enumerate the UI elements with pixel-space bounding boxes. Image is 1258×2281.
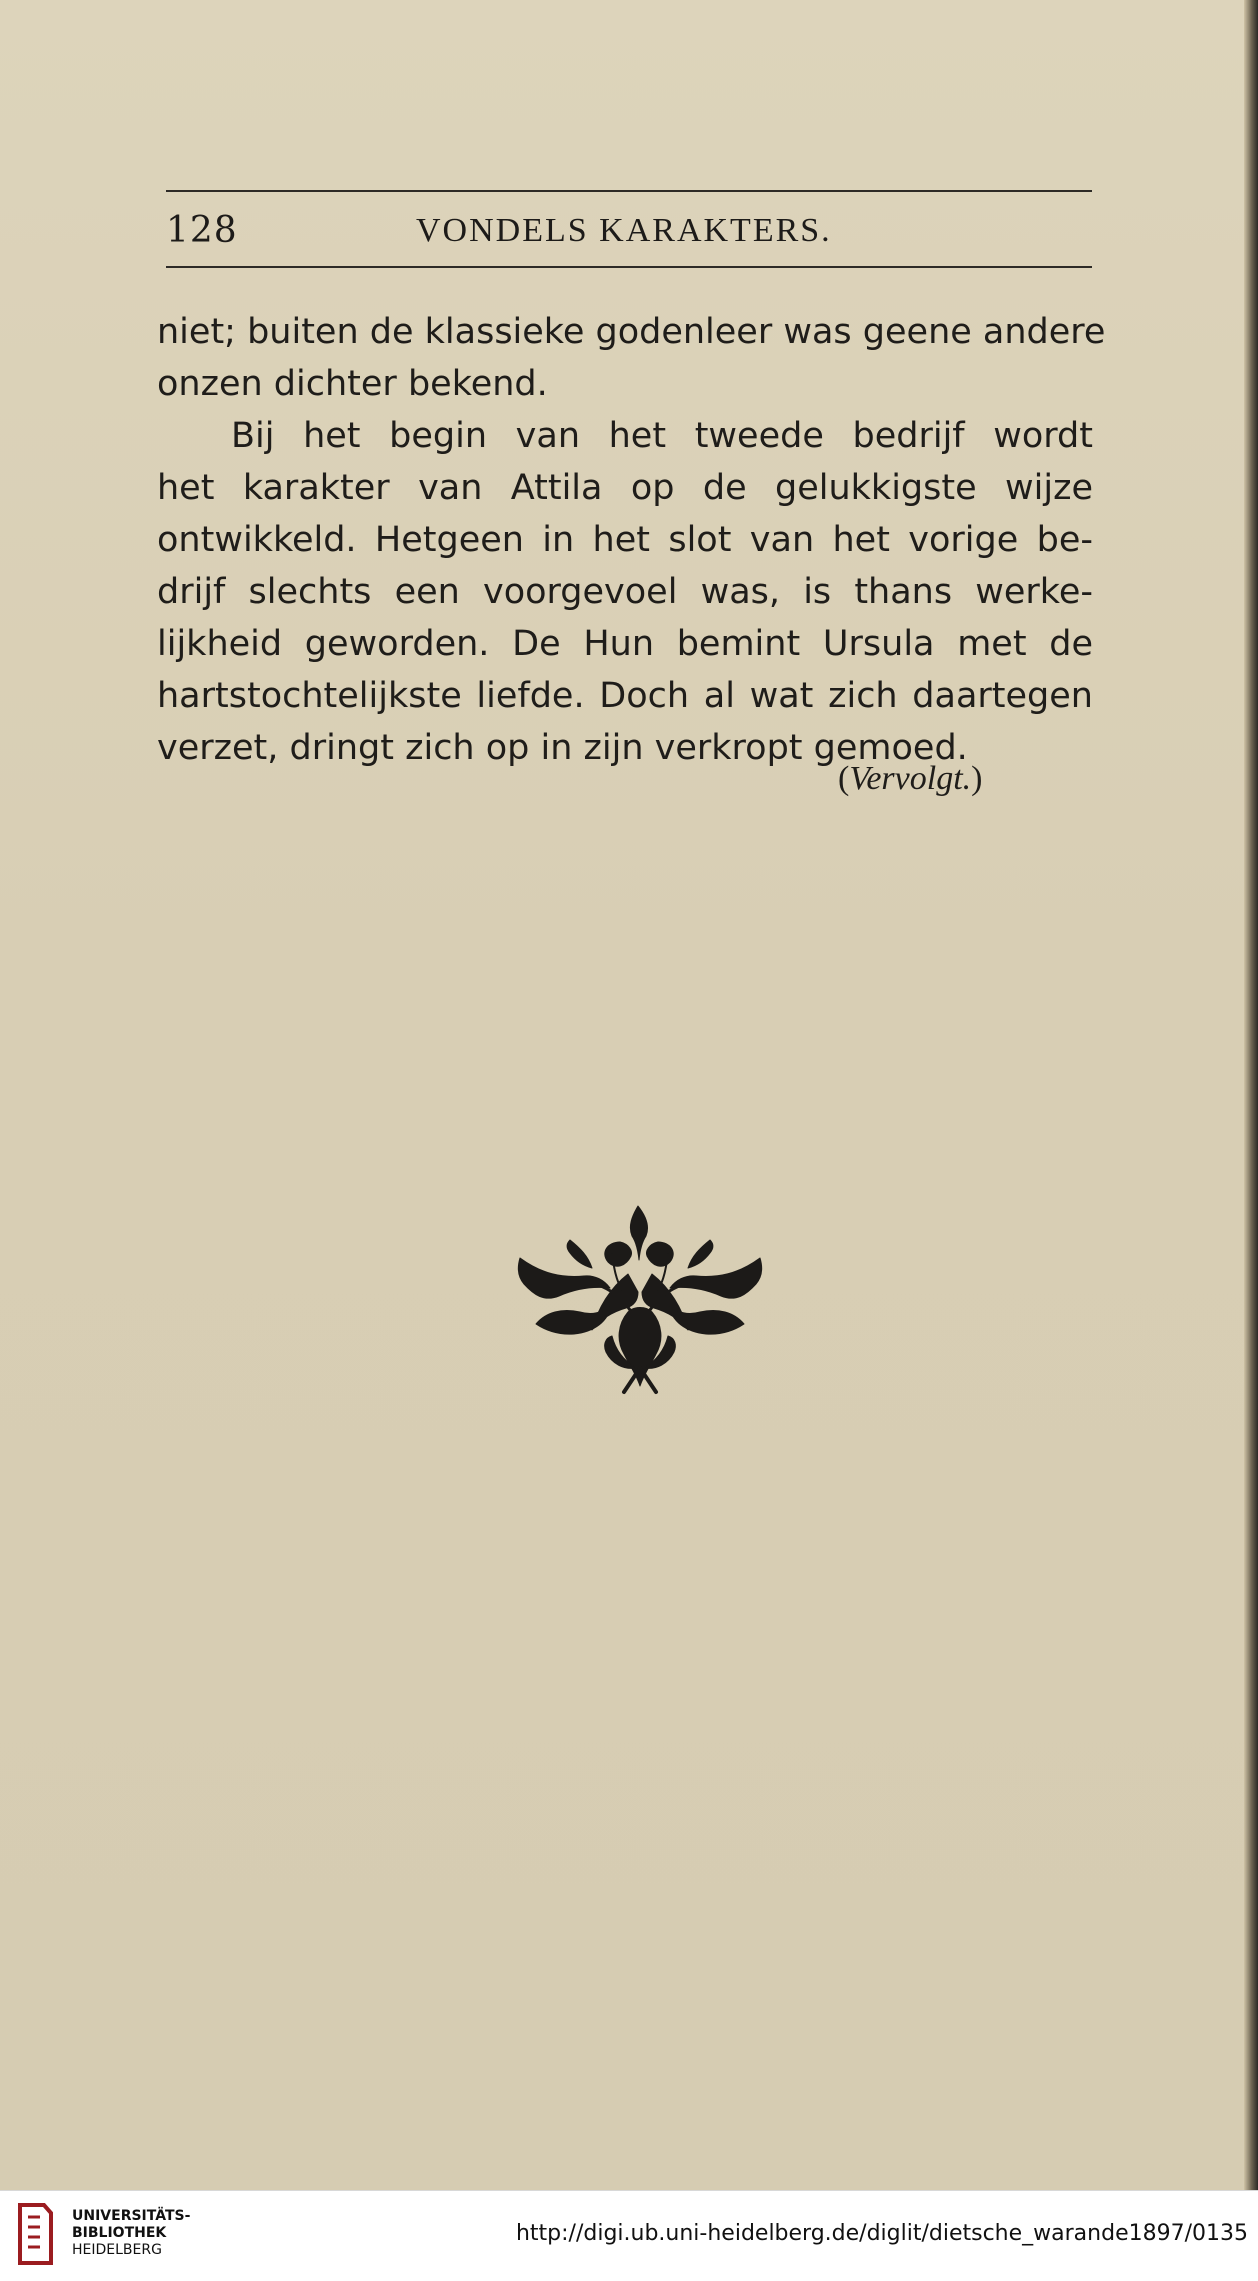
text-line-5: ontwikkeld. Hetgeen in het slot van het vorige be- xyxy=(157,520,1093,560)
library-line-2: BIBLIOTHEK xyxy=(72,2225,167,2241)
text-line-4: het karakter van Attila op de gelukkigste wijze xyxy=(157,468,1093,508)
footer-bar xyxy=(0,2190,1258,2281)
library-name xyxy=(72,2208,190,2259)
header-rule-top xyxy=(166,190,1092,192)
body-text xyxy=(157,306,1106,774)
text-line-1: niet; buiten de klassieke godenleer was geene andere xyxy=(157,312,1106,352)
text-line-2: onzen dichter bekend. xyxy=(157,364,548,404)
text-line-9: verzet, dringt zich op in zijn verkropt gemoed. xyxy=(157,728,968,768)
running-title: VONDELS KARAKTERS. xyxy=(416,212,832,249)
page-number: 128 xyxy=(166,210,238,251)
page-edge-shadow xyxy=(1244,0,1258,2190)
library-line-3: HEIDELBERG xyxy=(72,2242,162,2258)
library-logo-icon xyxy=(12,2201,56,2269)
header-rule-bottom xyxy=(166,266,1092,268)
text-line-8: hartstochtelijkste liefde. Doch al wat zich daartegen xyxy=(157,676,1093,716)
text-line-7: lijkheid geworden. De Hun bemint Ursula met de xyxy=(157,624,1093,664)
continued-open-paren: ( xyxy=(838,760,850,797)
text-line-6: drijf slechts een voorgevoel was, is thans werke- xyxy=(157,572,1093,612)
fleuron-ornament-icon xyxy=(500,1198,780,1396)
continued-note xyxy=(838,760,982,798)
continued-close-paren: ) xyxy=(971,760,983,797)
library-line-1: UNIVERSITÄTS- xyxy=(72,2208,191,2224)
text-line-3: Bij het begin van het tweede bedrijf wordt xyxy=(231,416,1093,456)
continued-word: Vervolgt. xyxy=(849,760,972,797)
source-url[interactable]: http://digi.ub.uni-heidelberg.de/diglit/dietsche_warande1897/0135 xyxy=(515,2221,1248,2246)
